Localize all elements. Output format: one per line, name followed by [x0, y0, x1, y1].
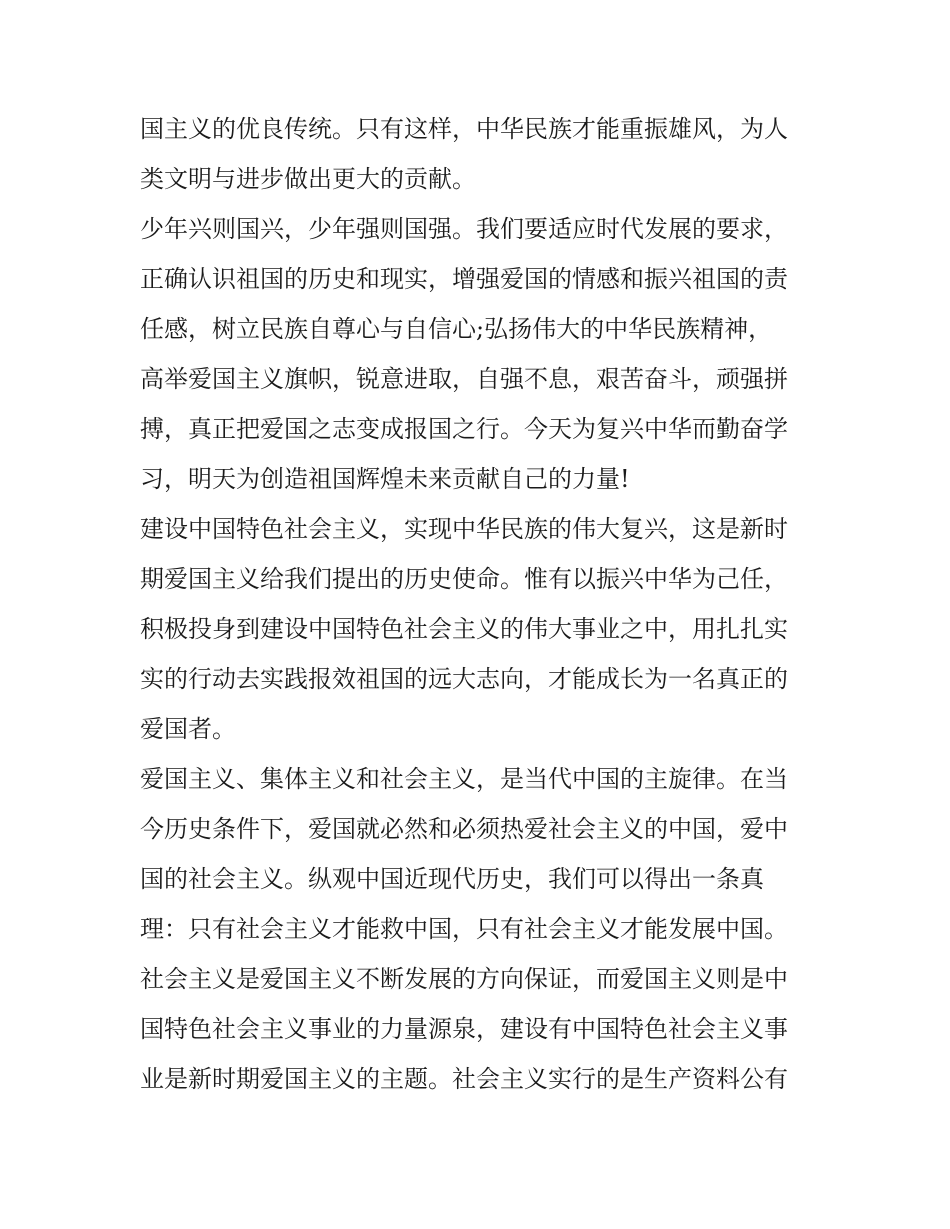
text-line: 国特色社会主义事业的力量源泉，建设有中国特色社会主义事 [140, 1015, 788, 1043]
text-line: 搏，真正把爱国之志变成报国之行。今天为复兴中华而勤奋学 [140, 415, 788, 443]
text-line: 类文明与进步做出更大的贡献。 [140, 165, 476, 193]
body-text [140, 104, 820, 1104]
text-line: 业是新时期爱国主义的主题。社会主义实行的是生产资料公有 [140, 1065, 788, 1093]
text-line: 实的行动去实践报效祖国的远大志向，才能成长为一名真正的 [140, 665, 788, 693]
text-line: 高举爱国主义旗帜，锐意进取，自强不息，艰苦奋斗，顽强拼 [140, 365, 788, 393]
text-line: 国主义的优良传统。只有这样，中华民族才能重振雄风，为人 [140, 115, 788, 143]
text-line: 国的社会主义。纵观中国近现代历史，我们可以得出一条真 [140, 865, 764, 893]
text-line: 期爱国主义给我们提出的历史使命。惟有以振兴中华为己任， [140, 565, 788, 593]
text-line: 爱国主义、集体主义和社会主义，是当代中国的主旋律。在当 [140, 765, 788, 793]
text-line: 社会主义是爱国主义不断发展的方向保证，而爱国主义则是中 [140, 965, 788, 993]
text-line: 习，明天为创造祖国辉煌未来贡献自己的力量! [140, 465, 630, 493]
text-line: 任感，树立民族自尊心与自信心;弘扬伟大的中华民族精神， [140, 315, 773, 343]
text-line: 理：只有社会主义才能救中国，只有社会主义才能发展中国。 [140, 915, 788, 943]
text-line: 积极投身到建设中国特色社会主义的伟大事业之中，用扎扎实 [140, 615, 788, 643]
text-line: 正确认识祖国的历史和现实，增强爱国的情感和振兴祖国的责 [140, 265, 788, 293]
text-line: 少年兴则国兴，少年强则国强。我们要适应时代发展的要求， [140, 215, 788, 243]
text-line: 今历史条件下，爱国就必然和必须热爱社会主义的中国，爱中 [140, 815, 788, 843]
text-line: 建设中国特色社会主义，实现中华民族的伟大复兴，这是新时 [140, 515, 788, 543]
text-line: 爱国者。 [140, 715, 236, 743]
